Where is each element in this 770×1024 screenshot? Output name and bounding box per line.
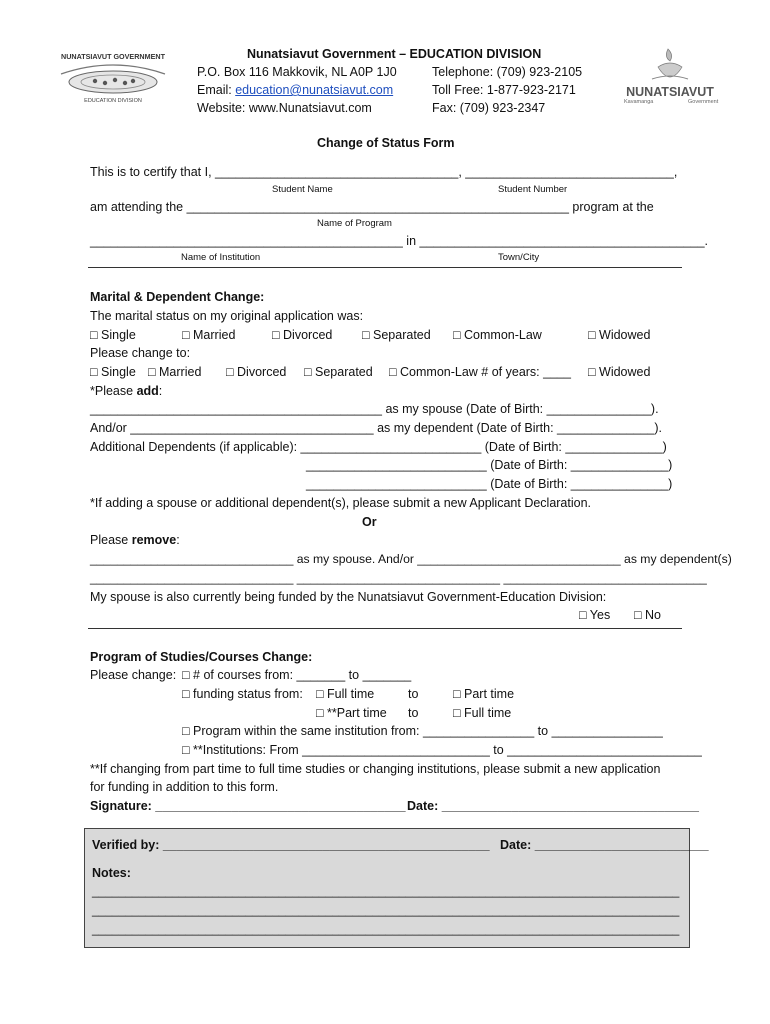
please-add-text <box>90 384 162 398</box>
certify-line-2[interactable]: am attending the _______________________________________________________ program at the <box>90 200 654 214</box>
orig-married-checkbox[interactable]: □ Married <box>182 328 236 342</box>
header-fax: Fax: (709) 923-2347 <box>432 101 546 115</box>
new-divorced-checkbox[interactable]: □ Divorced <box>226 365 287 379</box>
orig-widowed-checkbox[interactable]: □ Widowed <box>588 328 651 342</box>
date-field[interactable]: Date: _____________________________________ <box>407 799 699 813</box>
institution-caption: Name of Institution <box>181 252 261 263</box>
funded-no-checkbox[interactable]: □ No <box>634 608 662 622</box>
courses-change-checkbox[interactable]: □ # of courses from: _______ to _______ <box>182 668 412 682</box>
institutions-checkbox[interactable]: □ **Institutions: From ___________________________ to ____________________________ <box>182 743 702 757</box>
to-label: to <box>408 687 419 701</box>
town-caption: Town/City <box>498 252 540 263</box>
declaration-note: *If adding a spouse or additional dependent(s), please submit a new Applicant Declaration. <box>90 496 592 510</box>
remove-suffix: : <box>176 533 180 547</box>
remove-line-2[interactable]: ______________________________ ______________________________ ______________________________ <box>90 571 707 585</box>
program-heading: Program of Studies/Courses Change: <box>90 650 313 664</box>
header-title: Nunatsiavut Government – EDUCATION DIVISION <box>247 47 542 61</box>
add-word: add <box>136 384 159 398</box>
notes-line-2[interactable]: ________________________________________________________________________________________ <box>92 903 680 917</box>
program-caption: Name of Program <box>317 218 392 229</box>
please-remove-text <box>90 533 180 547</box>
change-to-text: Please change to: <box>90 346 191 360</box>
new-separated-checkbox[interactable]: □ Separated <box>304 365 373 379</box>
new-single-checkbox[interactable]: □ Single <box>90 365 136 379</box>
funded-yes-checkbox[interactable]: □ Yes <box>579 608 611 622</box>
please-change-label: Please change: <box>90 668 177 682</box>
full-time-checkbox[interactable]: □ Full time <box>316 687 375 701</box>
signature-field[interactable]: Signature: ____________________________________ <box>90 799 406 813</box>
notes-line-1[interactable]: ________________________________________________________________________________________ <box>92 884 680 898</box>
additional-dependents-line-2[interactable]: __________________________ (Date of Birth: ______________) <box>306 458 673 472</box>
header-website[interactable]: Website: www.Nunatsiavut.com <box>197 101 372 115</box>
email-link[interactable]: education@nunatsiavut.com <box>235 83 394 97</box>
certify-line-3[interactable]: _____________________________________________ in _________________________________________. <box>90 234 709 248</box>
email-label: Email: <box>197 83 236 97</box>
certify-line-1[interactable]: This is to certify that I, ___________________________________, ______________________________, <box>90 165 678 179</box>
marital-heading: Marital & Dependent Change: <box>90 290 265 304</box>
original-status-text: The marital status on my original application was: <box>90 309 364 323</box>
dependent-line[interactable]: And/or ___________________________________ as my dependent (Date of Birth: ______________). <box>90 421 663 435</box>
form-title: Change of Status Form <box>317 136 455 150</box>
full-time-target-checkbox[interactable]: □ Full time <box>453 706 512 720</box>
to-label: to <box>408 706 419 720</box>
verified-by-field[interactable]: Verified by: _______________________________________________ <box>92 838 490 852</box>
notes-line-3[interactable]: ________________________________________________________________________________________ <box>92 922 680 936</box>
student-number-caption: Student Number <box>498 184 568 195</box>
svg-text:NUNATSIAVUT GOVERNMENT: NUNATSIAVUT GOVERNMENT <box>61 52 165 61</box>
svg-text:Kavamanga: Kavamanga <box>624 99 654 105</box>
notes-label: Notes: <box>92 866 131 880</box>
header-toll-free: Toll Free: 1-877-923-2171 <box>432 83 576 97</box>
new-married-checkbox[interactable]: □ Married <box>148 365 202 379</box>
add-suffix: : <box>158 384 163 398</box>
divider <box>88 628 682 629</box>
header-address: P.O. Box 116 Makkovik, NL A0P 1J0 <box>197 65 397 79</box>
remove-line[interactable]: ______________________________ as my spouse. And/or ______________________________ as my dependent(s) <box>90 552 732 566</box>
spouse-line[interactable]: __________________________________________ as my spouse (Date of Birth: _______________). <box>90 402 659 416</box>
office-date-field[interactable]: Date: _________________________ <box>500 838 709 852</box>
svg-text:NUNATSIAVUT: NUNATSIAVUT <box>626 85 714 99</box>
svg-text:EDUCATION DIVISION: EDUCATION DIVISION <box>84 98 142 104</box>
header-email-row <box>197 83 393 97</box>
add-prefix: *Please <box>90 384 137 398</box>
spouse-funded-text: My spouse is also currently being funded by the Nunatsiavut Government-Education Division: <box>90 590 607 604</box>
new-widowed-checkbox[interactable]: □ Widowed <box>588 365 651 379</box>
nunatsiavut-government-logo <box>618 45 722 107</box>
program-note-line-1: **If changing from part time to full time studies or changing institutions, please submit a new application <box>90 762 661 776</box>
part-time-target-checkbox[interactable]: □ Part time <box>453 687 515 701</box>
orig-common-law-checkbox[interactable]: □ Common-Law <box>453 328 542 342</box>
remove-word: remove <box>131 533 177 547</box>
additional-dependents-line[interactable]: Additional Dependents (if applicable): __________________________ (Date of Birth: ______________) <box>90 440 667 454</box>
svg-text:Government: Government <box>688 99 719 105</box>
orig-single-checkbox[interactable]: □ Single <box>90 328 136 342</box>
student-name-caption: Student Name <box>272 184 333 195</box>
orig-divorced-checkbox[interactable]: □ Divorced <box>272 328 333 342</box>
new-common-law-checkbox[interactable]: □ Common-Law # of years: ____ <box>389 365 571 379</box>
remove-prefix: Please <box>90 533 132 547</box>
program-note-line-2: for funding in addition to this form. <box>90 780 279 794</box>
additional-dependents-line-3[interactable]: __________________________ (Date of Birth: ______________) <box>306 477 673 491</box>
header-telephone: Telephone: (709) 923-2105 <box>432 65 583 79</box>
or-text: Or <box>362 515 377 529</box>
nunatsiavut-education-logo <box>55 50 171 106</box>
divider <box>88 267 682 268</box>
program-within-checkbox[interactable]: □ Program within the same institution from: ________________ to ________________ <box>182 724 663 738</box>
funding-status-checkbox[interactable]: □ funding status from: <box>182 687 303 701</box>
part-time-checkbox[interactable]: □ **Part time <box>316 706 387 720</box>
orig-separated-checkbox[interactable]: □ Separated <box>362 328 431 342</box>
